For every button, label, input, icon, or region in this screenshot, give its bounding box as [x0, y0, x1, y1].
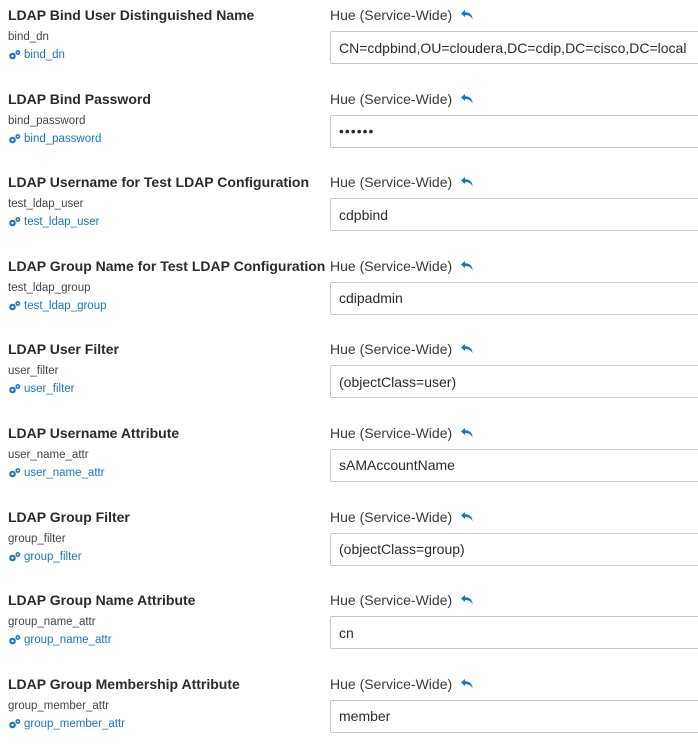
scope-text: Hue (Service-Wide) — [330, 7, 453, 23]
config-title: LDAP Bind User Distinguished Name — [8, 7, 255, 23]
scope-label — [330, 592, 474, 608]
config-key: group_name_attr — [8, 616, 96, 629]
gears-icon — [8, 467, 21, 479]
config-title: LDAP Username Attribute — [8, 424, 180, 441]
config-link-label: group_name_attr — [24, 634, 112, 647]
undo-arrow-icon[interactable] — [460, 594, 474, 606]
config-link[interactable] — [8, 49, 65, 61]
config-link[interactable] — [8, 216, 99, 228]
config-title: LDAP Group Name Attribute — [8, 592, 196, 609]
scope-label — [330, 341, 474, 357]
gears-icon — [8, 133, 21, 145]
user-name-attr-input[interactable] — [330, 449, 698, 482]
config-link-label: group_filter — [24, 550, 82, 563]
scope-label — [330, 91, 474, 107]
scope-text: Hue (Service-Wide) — [330, 257, 453, 274]
config-link-label: user_name_attr — [24, 466, 105, 479]
config-link[interactable] — [8, 300, 106, 312]
scope-text: Hue (Service-Wide) — [330, 424, 453, 441]
scope-text: Hue (Service-Wide) — [330, 341, 453, 358]
config-row-bind-password — [0, 84, 698, 168]
undo-arrow-icon[interactable] — [460, 93, 474, 105]
config-key: test_ldap_group — [8, 281, 91, 294]
scope-text: Hue (Service-Wide) — [330, 592, 453, 609]
gears-icon — [8, 216, 21, 228]
gears-icon — [8, 49, 21, 61]
config-link-label: bind_password — [24, 132, 102, 145]
gears-icon — [8, 300, 21, 312]
gears-icon — [8, 634, 21, 646]
group-name-attr-input[interactable] — [330, 616, 698, 649]
config-title: LDAP Group Membership Attribute — [8, 675, 240, 692]
config-link[interactable] — [8, 718, 125, 730]
config-row-group-name-attr — [0, 585, 698, 669]
scope-label — [330, 676, 474, 692]
config-link-label: test_ldap_user — [24, 216, 100, 229]
group-filter-input[interactable] — [330, 533, 698, 566]
config-row-test-ldap-user — [0, 167, 698, 251]
bind-password-input[interactable] — [330, 115, 698, 148]
config-link[interactable] — [8, 133, 101, 145]
scope-text: Hue (Service-Wide) — [330, 508, 453, 525]
scope-text: Hue (Service-Wide) — [330, 90, 453, 107]
config-key: group_member_attr — [8, 699, 109, 712]
config-link[interactable] — [8, 383, 75, 395]
config-link[interactable] — [8, 467, 105, 479]
gears-icon — [8, 383, 21, 395]
config-row-user-filter — [0, 334, 698, 418]
undo-arrow-icon[interactable] — [460, 343, 474, 355]
config-title: LDAP Group Name for Test LDAP Configuration — [8, 257, 326, 274]
undo-arrow-icon[interactable] — [460, 427, 474, 439]
undo-arrow-icon[interactable] — [460, 260, 474, 272]
config-row-group-member-attr — [0, 669, 698, 752]
config-title: LDAP Bind Password — [8, 90, 151, 107]
scope-label — [330, 174, 474, 190]
config-key: bind_dn — [8, 31, 49, 43]
undo-arrow-icon[interactable] — [460, 511, 474, 523]
config-link-label: test_ldap_group — [24, 299, 107, 312]
config-link-label: group_member_attr — [24, 717, 125, 730]
undo-arrow-icon[interactable] — [460, 9, 474, 21]
undo-arrow-icon[interactable] — [460, 678, 474, 690]
config-key: user_filter — [8, 365, 59, 378]
config-key: test_ldap_user — [8, 198, 84, 211]
gears-icon — [8, 551, 21, 563]
config-link[interactable] — [8, 551, 82, 563]
scope-label — [330, 509, 474, 525]
config-key: user_name_attr — [8, 448, 89, 461]
gears-icon — [8, 718, 21, 730]
scope-label — [330, 258, 474, 274]
config-key: bind_password — [8, 114, 86, 127]
config-row-test-ldap-group — [0, 251, 698, 335]
bind-dn-input[interactable] — [330, 31, 698, 64]
test-ldap-user-input[interactable] — [330, 198, 698, 231]
scope-label — [330, 425, 474, 441]
config-link-label: user_filter — [24, 383, 75, 396]
config-title: LDAP User Filter — [8, 341, 119, 358]
config-link[interactable] — [8, 634, 112, 646]
config-row-user-name-attr — [0, 418, 698, 502]
group-member-attr-input[interactable] — [330, 700, 698, 733]
scope-label — [330, 7, 474, 23]
config-row-group-filter — [0, 502, 698, 586]
test-ldap-group-input[interactable] — [330, 282, 698, 315]
config-title: LDAP Group Filter — [8, 508, 130, 525]
user-filter-input[interactable] — [330, 365, 698, 398]
config-title: LDAP Username for Test LDAP Configuration — [8, 174, 310, 191]
config-link-label: bind_dn — [24, 49, 65, 61]
scope-text: Hue (Service-Wide) — [330, 675, 453, 692]
config-row-bind-dn — [0, 0, 698, 84]
undo-arrow-icon[interactable] — [460, 176, 474, 188]
scope-text: Hue (Service-Wide) — [330, 174, 453, 191]
config-key: group_filter — [8, 532, 66, 545]
